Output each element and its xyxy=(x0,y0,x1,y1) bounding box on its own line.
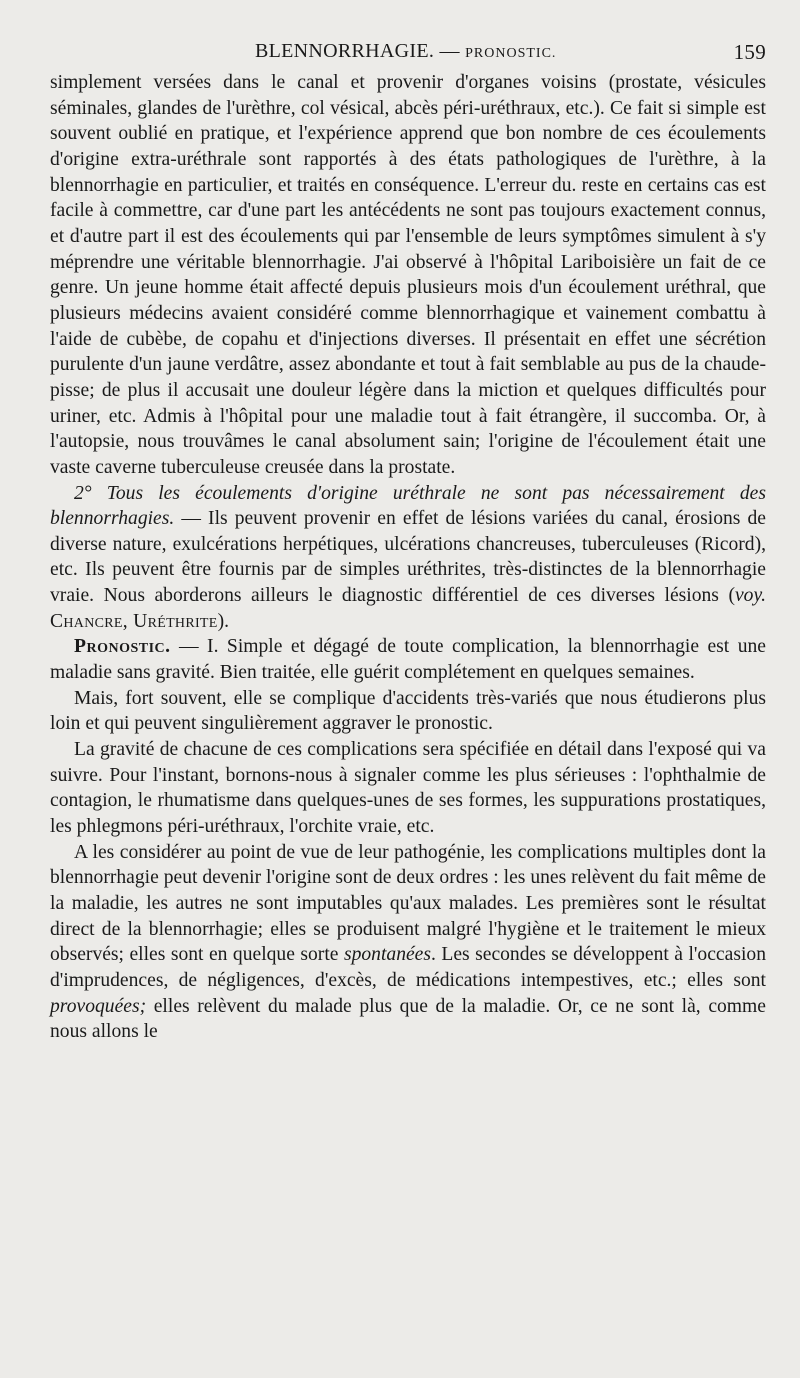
section-heading-pronostic: Pronostic. xyxy=(74,636,171,658)
paragraph-pronostic xyxy=(50,634,766,685)
running-head xyxy=(50,34,766,68)
paragraph-text: — Ils peuvent provenir en effet de lésions variées du canal, érosions de diverse nature, exulcérations herpétiques, ulcérations chancreuses, tuberculeuses (Ricord), etc. Ils peuvent être fournis par de simples uréthrites, très-distinctes de la blennorrhagie vraie. Nous aborderons ailleurs le diagnostic différentiel de ces diverses lésions ( xyxy=(50,508,766,607)
paragraph-text: elles relèvent du malade plus que de la maladie. Or, ce ne sont là, comme nous allons le xyxy=(50,995,766,1043)
body-text xyxy=(50,70,766,1045)
paragraph-close: ). xyxy=(217,610,230,632)
italic-proposition: 2° Tous les écoulements d'origine uréthrale ne sont pas nécessairement des blennorrhagies. xyxy=(50,482,766,530)
running-title xyxy=(255,40,556,63)
paragraph-second-point xyxy=(50,481,766,635)
paragraph-text: — I. Simple et dégagé de toute complication, la blennorrhagie est une maladie sans gravité. Bien traitée, elle guérit complétement en quelques semaines. xyxy=(50,636,766,684)
paragraph-text: simplement versées dans le canal et provenir d'organes voisins (prostate, vésicules séminales, glandes de l'urèthre, col vésical, abcès péri-uréthraux, etc.). Ce fait si simple est souvent oublié en pratique, et l'expérience apprend que bon nombre de ces écoulements d'origine extra-uréthrale sont rapportés à des états pathologiques de l'urèthre, à la blennorrhagie en particulier, et traités en conséquence. L'erreur du. reste en certains cas est facile à commettre, car d'une part les antécédents ne sont pas toujours exactement connus, et d'autre part il est des écoulements qui par l'ensemble de leurs symptômes simulent à s'y méprendre une véritable blennorrhagie. J'ai observé à l'hôpital Lariboisière un fait de ce genre. Un jeune homme était affecté depuis plusieurs mois d'un écoulement uréthral, que plusieurs médecins avaient considéré comme blennorrhagique et vainement combattu à l'aide de cubèbe, de copahu et d'injections diverses. Il présentait en effet une sécrétion purulente d'un jaune verdâtre, assez abondante et tout à fait semblable au pus de la chaude-pisse; de plus il accusait une douleur légère dans la miction et quelques difficultés pour uriner, etc. Admis à l'hôpital pour une maladie tout à fait étrangère, il succomba. Or, à l'autopsie, nous trouvâmes le canal absolument sain; l'origine de l'écoulement était une vaste caverne tuberculeuse creusée dans la prostate. xyxy=(50,72,766,478)
paragraph-text: . Les secondes se développent à l'occasion d'imprudences, de négligences, d'excès, de médications intempestives, etc.; elles sont xyxy=(50,944,766,991)
italic-spontanees: spontanées xyxy=(343,944,432,966)
running-title-main: BLENNORRHAGIE. — xyxy=(255,40,460,62)
page-number: 159 xyxy=(733,40,766,64)
running-title-section: PRONOSTIC. xyxy=(465,46,557,61)
paragraph-gravity xyxy=(50,737,766,840)
paragraph-text: A les considérer au point de vue de leur pathogénie, les complications multiples dont la blennorrhagie peut devenir l'origine sont de deux ordres : les unes relèvent du fait même de la maladie, les autres ne sont imputables qu'aux malades. Les premières sont le résultat direct de la blennorrhagie; elles se produisent malgré l'hygiène et le traitement le mieux observés; elles sont en quelque sorte xyxy=(50,841,766,966)
paragraph-complications xyxy=(50,686,766,737)
paragraph-text: Mais, fort souvent, elle se complique d'accidents très-variés que nous étudierons plus loin et qui peuvent singulièrement aggraver le pronostic. xyxy=(50,687,766,735)
voy-abbrev: voy. xyxy=(734,585,766,607)
paragraph-continuation xyxy=(50,70,766,481)
paragraph-pathogenie xyxy=(50,840,766,1045)
italic-provoquees: provoquées; xyxy=(50,995,147,1017)
paragraph-text: La gravité de chacune de ces complications sera spécifiée en détail dans l'exposé qui va suivre. Pour l'instant, bornons-nous à signaler comme les plus sérieuses : l'ophthalmie de contagion, le rhumatisme dans quelques-unes de ses formes, les suppurations prostatiques, les phlegmons péri-uréthraux, l'orchite vraie, etc. xyxy=(50,739,766,838)
cross-reference: Chancre, Uréthrite xyxy=(50,610,218,632)
